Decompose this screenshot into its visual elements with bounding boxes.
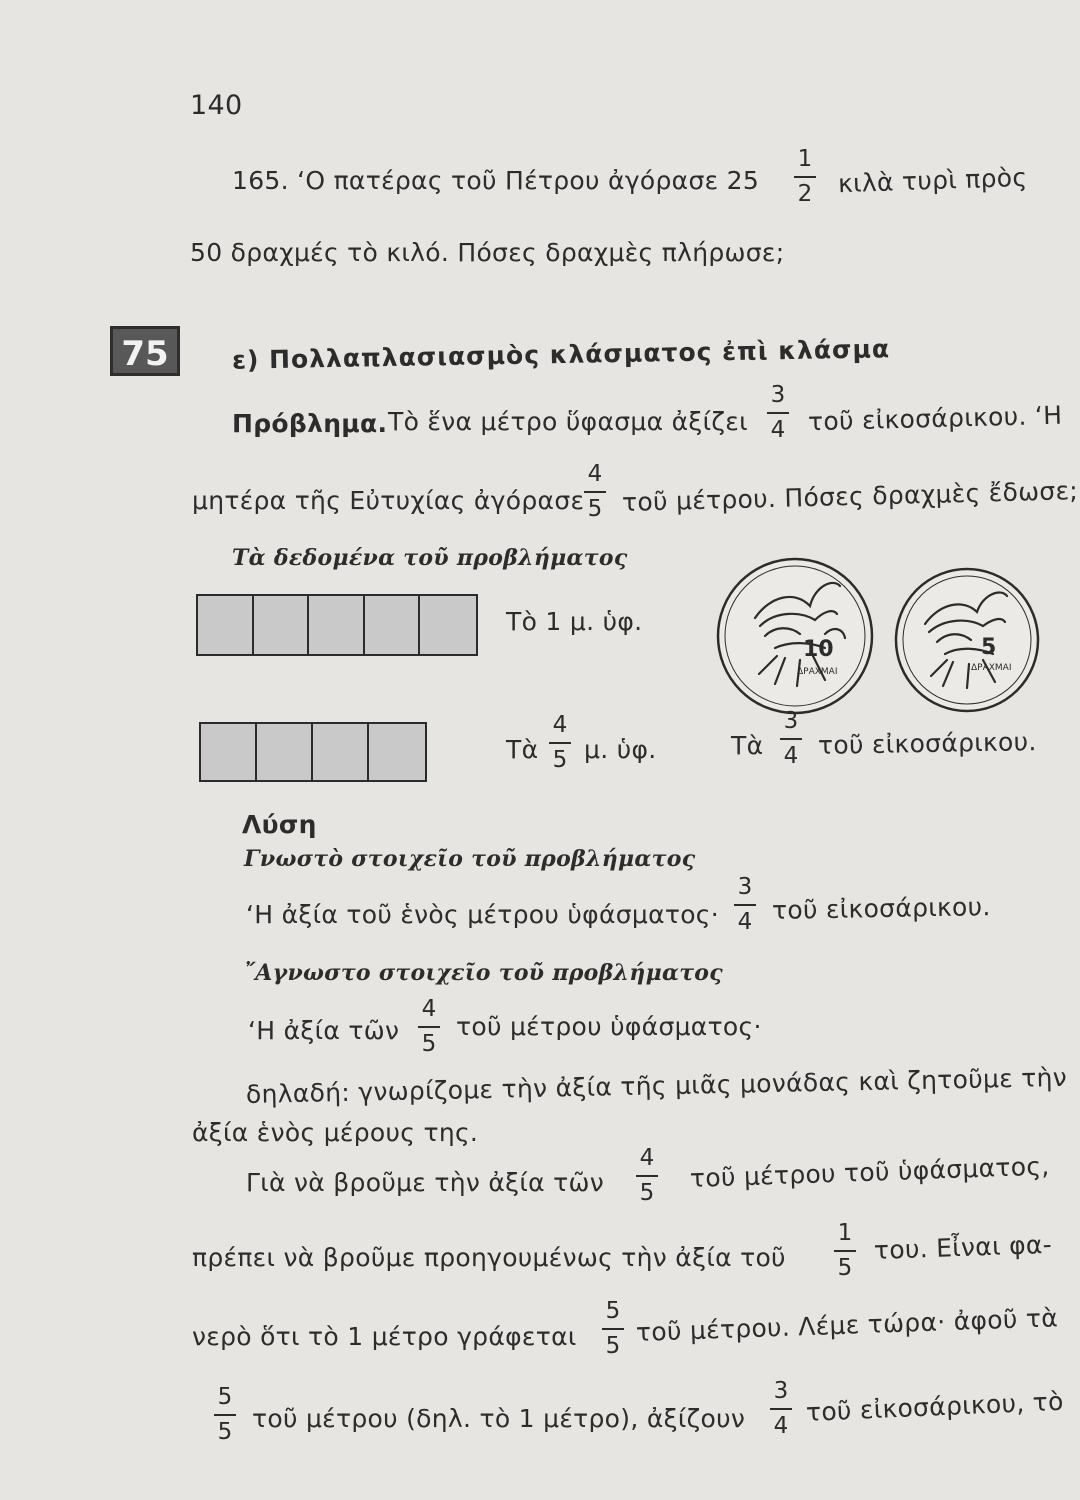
unknown-heading: ῎Αγνωστο στοιχεῖο τοῦ προβλήματος <box>244 960 723 986</box>
fraction-denominator: 5 <box>217 1418 233 1445</box>
solution-heading: Λύση <box>242 810 317 839</box>
meter-bar-whole <box>196 594 478 656</box>
paragraph-5-text: τοῦ μέτρου (δηλ. τὸ 1 μέτρο), ἀξίζουν <box>252 1404 746 1433</box>
fraction-bar <box>794 176 816 178</box>
bar-cell <box>309 596 365 654</box>
fraction-four-fifths <box>545 714 575 772</box>
problem-label: Πρόβλημα. <box>232 409 388 438</box>
bar2-label-suffix: μ. ὑφ. <box>584 735 657 764</box>
fraction-numerator: 1 <box>837 1220 853 1246</box>
fraction-bar <box>214 1414 236 1416</box>
coin-rim <box>896 569 1038 711</box>
paragraph-1-line-2: ἀξία ἑνὸς μέρους της. <box>192 1118 479 1147</box>
coin-five-drachmai <box>893 566 1041 714</box>
fraction-denominator: 5 <box>587 495 603 522</box>
section-number-badge: 75 <box>110 326 180 376</box>
bar-cell <box>254 596 310 654</box>
meter-bar-four-fifths <box>199 722 427 782</box>
fraction-three-quarters <box>776 710 806 768</box>
fraction-three-quarters <box>763 384 793 442</box>
coin2-legend: ΔΡΑΧΜΑΙ <box>971 663 1012 673</box>
paragraph-2-suffix: τοῦ μέτρου τοῦ ὑφάσματος, <box>689 1151 1050 1193</box>
unknown-text: ‘Η ἀξία τῶν <box>248 1016 400 1045</box>
coins-label-prefix: Τὰ <box>731 731 764 760</box>
fraction-bar <box>549 742 571 744</box>
coin1-legend: ΔΡΑΧΜΑΙ <box>797 667 838 677</box>
fraction-numerator: 4 <box>421 996 437 1022</box>
bar-cell <box>369 724 425 780</box>
fraction-bar <box>636 1175 658 1177</box>
fraction-numerator: 3 <box>737 874 753 900</box>
paragraph-2-text: Γιὰ νὰ βροῦμε τὴν ἀξία τῶν <box>246 1168 605 1197</box>
bar-cell <box>313 724 369 780</box>
fraction-numerator: 5 <box>605 1298 621 1324</box>
fraction-denominator: 2 <box>797 180 813 207</box>
fraction-three-quarters <box>766 1380 796 1438</box>
fraction-denominator: 5 <box>421 1030 437 1057</box>
bar-cell <box>198 596 254 654</box>
coin2-value: 5 <box>981 635 997 660</box>
fraction-numerator: 5 <box>217 1384 233 1410</box>
paragraph-3-suffix: του. Εἶναι φα- <box>873 1229 1053 1265</box>
fraction-numerator: 1 <box>797 146 813 172</box>
fraction-numerator: 4 <box>639 1145 655 1171</box>
paragraph-3-text: πρέπει νὰ βροῦμε προηγουμένως τὴν ἀξία τοῦ <box>192 1243 786 1272</box>
bar-cell <box>420 596 476 654</box>
fraction-bar <box>602 1328 624 1330</box>
unknown-suffix: τοῦ μέτρου ὑφάσματος· <box>456 1012 762 1041</box>
known-text: ‘Η ἀξία τοῦ ἑνὸς μέτρου ὑφάσματος· <box>246 900 720 929</box>
fraction-denominator: 4 <box>773 1412 789 1439</box>
fraction-three-quarters <box>730 876 760 934</box>
known-suffix: τοῦ εἰκοσάρικου. <box>771 892 991 925</box>
paragraph-1-line-1: δηλαδή: γνωρίζομε τὴν ἀξία τῆς μιᾶς μονάδας καὶ ζητοῦμε τὴν <box>245 1062 1068 1109</box>
fraction-denominator: 5 <box>605 1332 621 1359</box>
fraction-four-fifths <box>580 463 610 521</box>
fraction-denominator: 5 <box>552 746 568 773</box>
section-title: ε) Πολλαπλασιασμὸς κλάσματος ἐπὶ κλάσμα <box>231 334 891 375</box>
data-heading: Τὰ δεδομένα τοῦ προβλήματος <box>232 545 628 571</box>
bar1-label: Τὸ 1 μ. ὑφ. <box>506 607 643 636</box>
paragraph-4-suffix: τοῦ μέτρου. Λέμε τώρα· ἀφοῦ τὰ <box>635 1303 1059 1347</box>
fraction-five-fifths <box>210 1386 240 1444</box>
coin-rim <box>718 559 872 713</box>
fraction-numerator: 4 <box>552 712 568 738</box>
problem-text-2: μητέρα τῆς Εὐτυχίας ἀγόρασε <box>192 486 585 515</box>
fraction-bar <box>767 412 789 414</box>
fraction-bar <box>780 738 802 740</box>
problem-text-1b: τοῦ εἰκοσάρικου. ‘Η <box>807 400 1063 437</box>
fraction-four-fifths <box>414 998 444 1056</box>
fraction-numerator: 3 <box>773 1378 789 1404</box>
fraction-four-fifths <box>632 1147 662 1205</box>
coin1-value: 10 <box>803 637 834 662</box>
fraction-denominator: 5 <box>837 1254 853 1281</box>
fraction-numerator: 3 <box>783 708 799 734</box>
fraction-one-half <box>790 148 820 206</box>
problem-text-1: Τὸ ἕνα μέτρο ὕφασμα ἀξίζει <box>388 407 748 436</box>
fraction-bar <box>770 1408 792 1410</box>
fraction-one-fifth <box>830 1222 860 1280</box>
coins-label-suffix: τοῦ εἰκοσάρικου. <box>817 727 1037 760</box>
bar-cell <box>201 724 257 780</box>
fraction-five-fifths <box>598 1300 628 1358</box>
fraction-denominator: 4 <box>783 742 799 769</box>
fraction-bar <box>584 491 606 493</box>
fraction-denominator: 4 <box>770 416 786 443</box>
fraction-denominator: 4 <box>737 908 753 935</box>
paragraph-5-suffix: τοῦ εἰκοσάρικου, τὸ <box>805 1386 1065 1427</box>
bar-cell <box>365 596 421 654</box>
fraction-numerator: 3 <box>770 382 786 408</box>
bar-cell <box>257 724 313 780</box>
fraction-bar <box>834 1250 856 1252</box>
problem-165-text: 165. ‘Ο πατέρας τοῦ Πέτρου ἀγόρασε 25 <box>232 166 760 195</box>
fraction-denominator: 5 <box>639 1179 655 1206</box>
bar2-label-prefix: Τὰ <box>506 735 539 764</box>
problem-165-text-line2: 50 δραχμές τὸ κιλό. Πόσες δραχμὲς πλήρωσε; <box>190 238 785 267</box>
paragraph-4-text: νερὸ ὅτι τὸ 1 μέτρο γράφεται <box>192 1322 577 1351</box>
known-heading: Γνωστὸ στοιχεῖο τοῦ προβλήματος <box>244 846 696 872</box>
fraction-numerator: 4 <box>587 461 603 487</box>
fraction-bar <box>418 1026 440 1028</box>
problem-text-2b: τοῦ μέτρου. Πόσες δραχμὲς ἔδωσε; <box>621 476 1079 517</box>
fraction-bar <box>734 904 756 906</box>
coin-ten-drachmai <box>715 556 875 716</box>
problem-165-text-suffix: κιλὰ τυρὶ πρὸς <box>837 162 1028 199</box>
page-number: 140 <box>190 90 243 121</box>
